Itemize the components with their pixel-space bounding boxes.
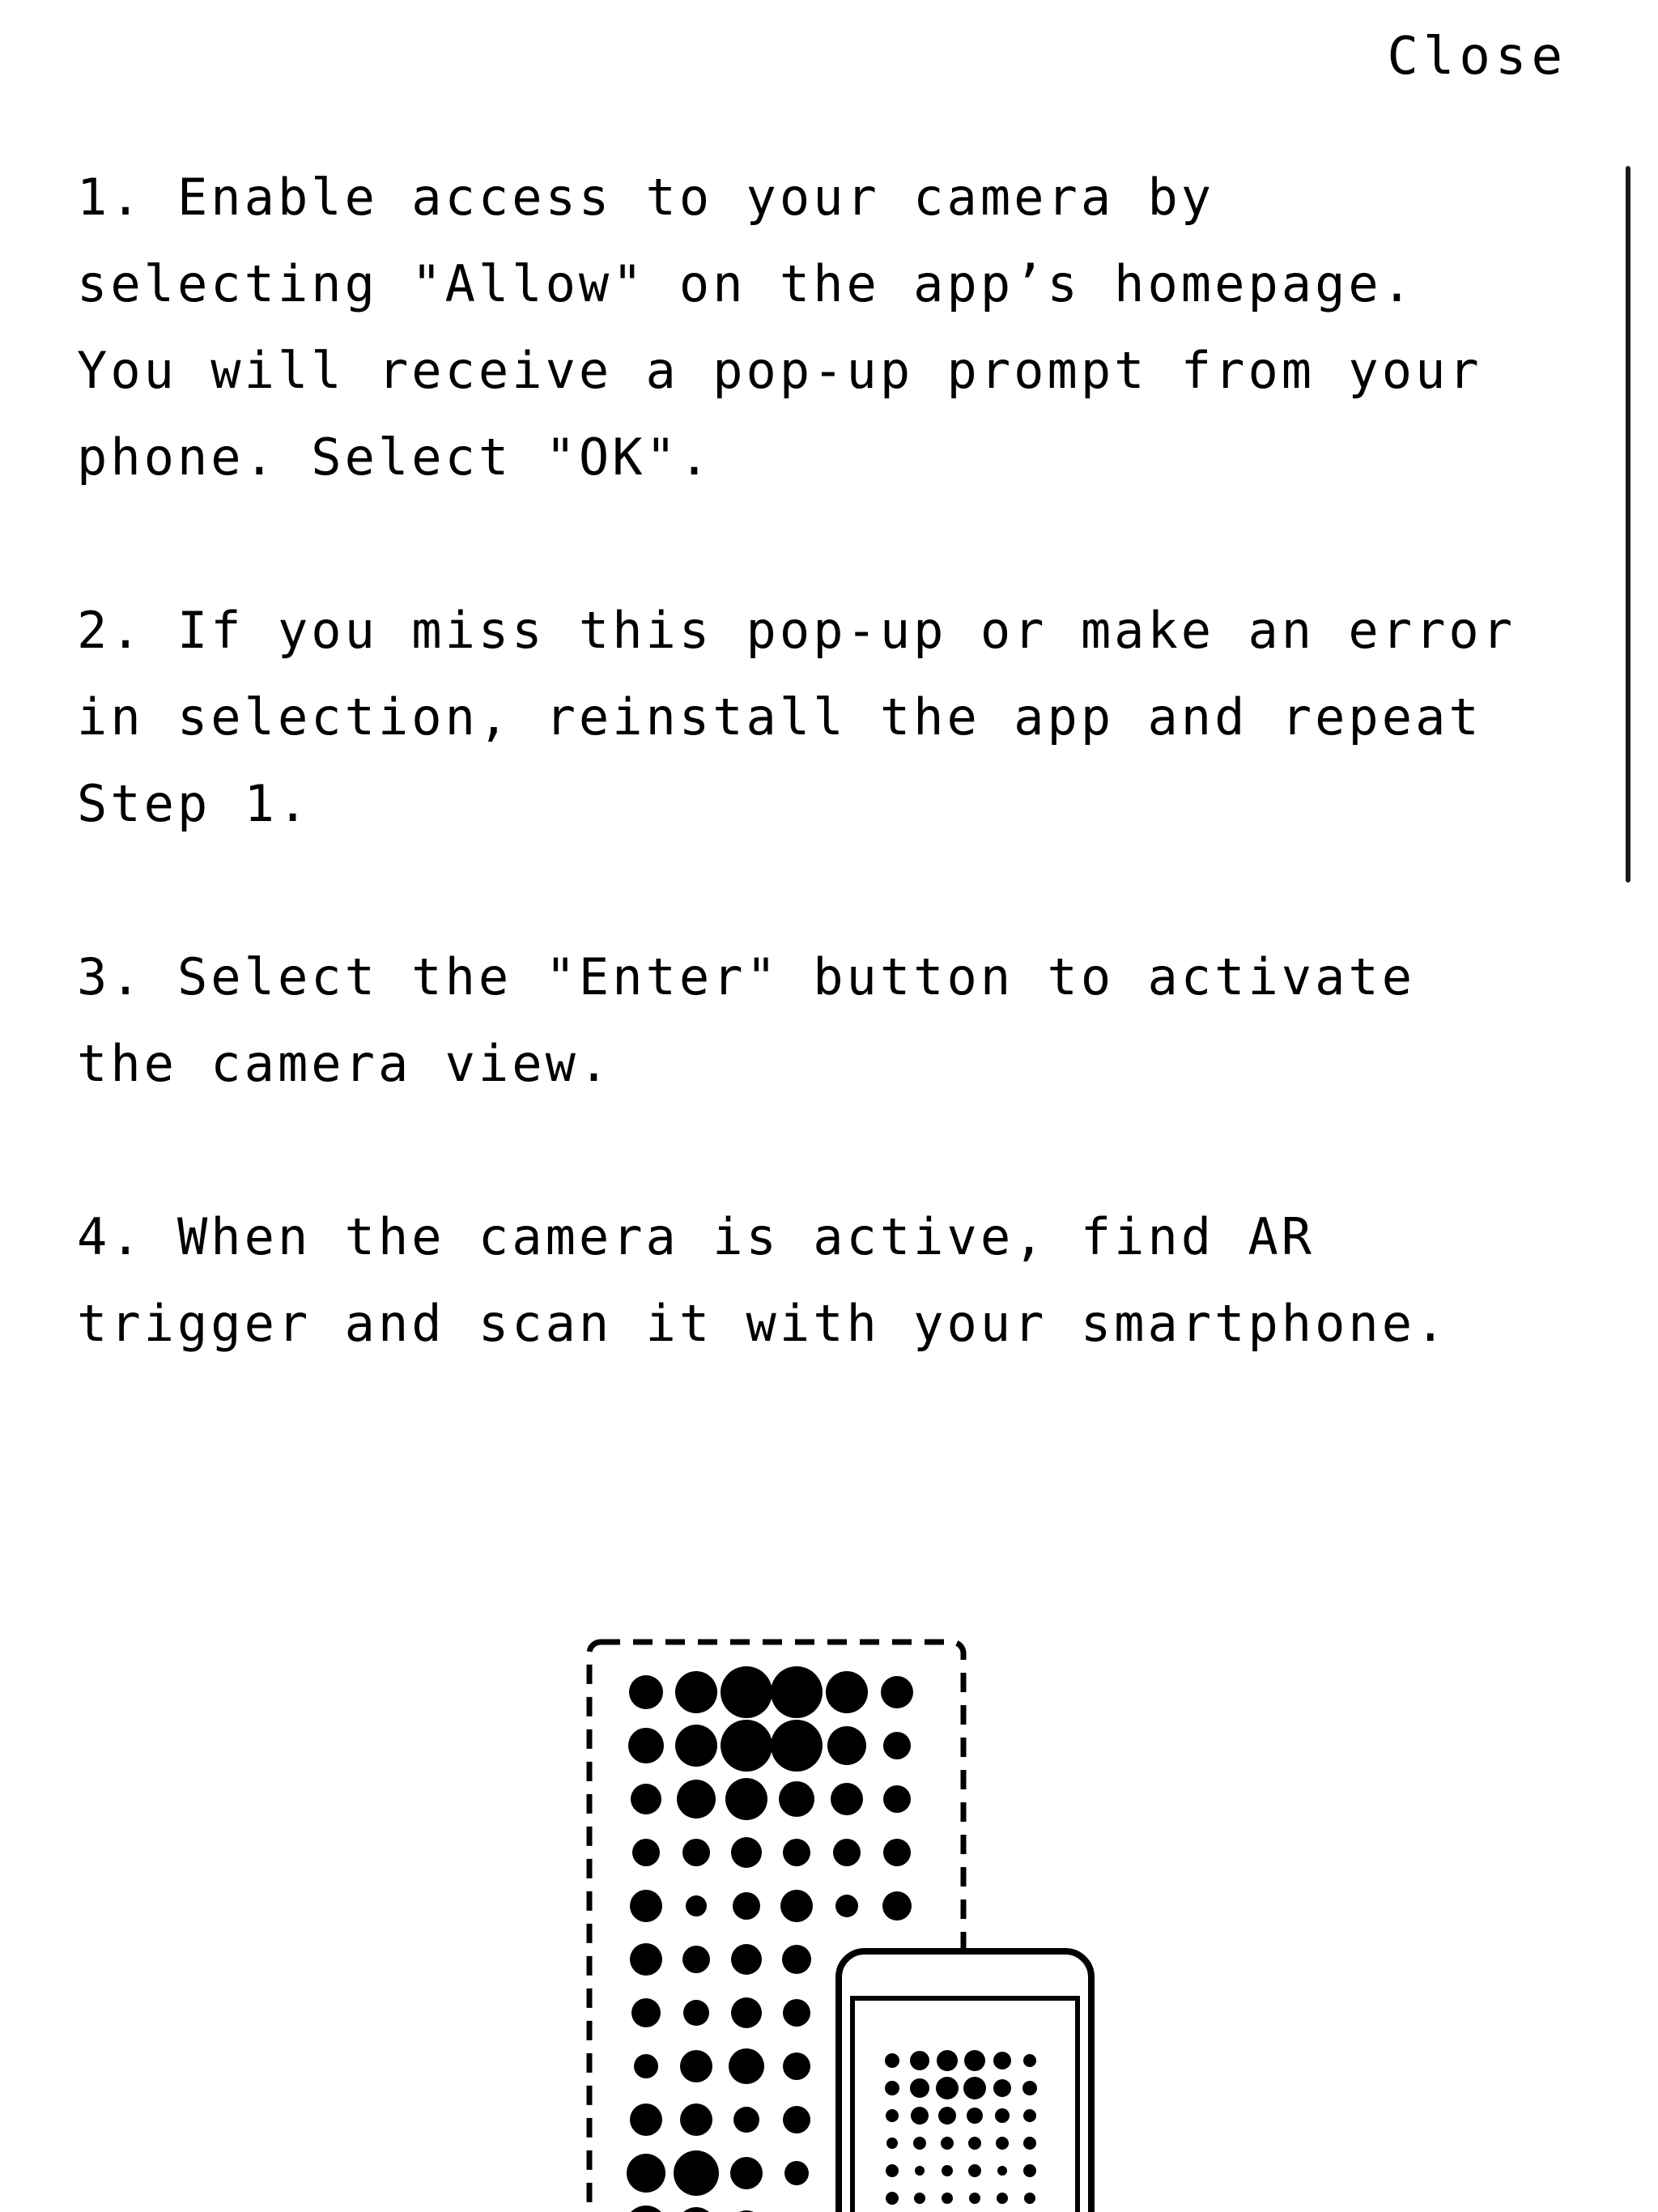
halftone-dot — [731, 1944, 762, 1975]
halftone-dot — [827, 1726, 866, 1765]
halftone-dot — [968, 2164, 981, 2177]
instruction-step-1: 1. Enable access to your camera by selecting "Allow" on the app’s homepage. You will receive a pop-up prompt from your phone. Select "OK". — [77, 168, 1482, 487]
ar-trigger-scan-illustration — [583, 1636, 1101, 2212]
phone-screen — [852, 1998, 1078, 2212]
halftone-dot — [995, 2108, 1010, 2123]
halftone-dot — [997, 2166, 1007, 2176]
halftone-dot — [997, 2193, 1008, 2204]
halftone-dot — [883, 1839, 911, 1866]
halftone-dot — [677, 2207, 716, 2212]
halftone-dot — [731, 1837, 762, 1868]
halftone-dot — [913, 2137, 926, 2150]
halftone-dot — [682, 1946, 710, 1973]
halftone-dot — [779, 1781, 814, 1817]
halftone-dot — [835, 1895, 858, 1917]
halftone-dot — [969, 2193, 980, 2204]
halftone-dot — [885, 2081, 899, 2095]
instructions-content[interactable] — [77, 154, 1615, 1453]
halftone-dot — [682, 1839, 710, 1866]
instruction-step-2: 2. If you miss this pop-up or make an error in selection, reinstall the app and repeat Step 1. — [77, 601, 1516, 833]
halftone-dot — [784, 2161, 809, 2185]
halftone-dot — [731, 1997, 762, 2028]
halftone-dot — [630, 1890, 662, 1922]
halftone-dot — [915, 2166, 925, 2176]
halftone-dot — [1023, 2137, 1036, 2150]
halftone-dot — [627, 2154, 665, 2193]
halftone-dot — [885, 2053, 899, 2068]
halftone-dot — [883, 1785, 911, 1813]
halftone-dot — [996, 2137, 1009, 2150]
halftone-dot — [680, 2050, 712, 2082]
halftone-dot — [721, 1720, 772, 1772]
halftone-dot — [910, 2078, 929, 2098]
halftone-dot — [632, 1839, 660, 1866]
halftone-dot — [625, 2206, 667, 2212]
halftone-dot — [883, 1732, 911, 1759]
halftone-dot — [826, 1671, 868, 1713]
halftone-dot — [941, 2137, 954, 2150]
halftone-dot — [674, 2150, 719, 2196]
halftone-dot — [677, 1780, 716, 1819]
halftone-dot — [629, 1675, 663, 1709]
halftone-dot — [967, 2108, 983, 2124]
halftone-dot — [833, 1839, 861, 1866]
halftone-dot — [1022, 2081, 1037, 2095]
halftone-dot — [993, 2079, 1011, 2097]
halftone-dot — [886, 2192, 899, 2205]
halftone-dot — [937, 2050, 958, 2071]
halftone-dot — [886, 2138, 898, 2149]
halftone-dot — [630, 2104, 662, 2136]
halftone-dot — [910, 2051, 929, 2070]
halftone-dot — [733, 2107, 759, 2133]
halftone-dot — [881, 1676, 913, 1708]
halftone-dot — [783, 1839, 810, 1866]
halftone-dot — [914, 2193, 925, 2204]
halftone-dot — [938, 2107, 956, 2125]
halftone-dot — [733, 1892, 760, 1920]
halftone-dot — [675, 1671, 717, 1713]
instruction-step-3: 3. Select the "Enter" button to activate the camera view. — [77, 947, 1416, 1093]
halftone-dot — [780, 1890, 813, 1922]
halftone-dot — [783, 2052, 810, 2080]
halftone-dot — [683, 2000, 709, 2026]
halftone-dot — [993, 2052, 1011, 2069]
halftone-dot — [1023, 2054, 1036, 2067]
halftone-dot — [942, 2165, 953, 2176]
halftone-dot — [1024, 2193, 1035, 2204]
halftone-dot — [630, 1943, 662, 1976]
halftone-dot — [886, 2164, 899, 2177]
halftone-dot — [680, 2104, 712, 2136]
halftone-dot — [783, 1999, 810, 2027]
halftone-dot — [631, 1998, 661, 2027]
halftone-dot — [725, 1778, 767, 1820]
halftone-dot — [675, 1725, 717, 1767]
halftone-dot — [783, 2106, 810, 2133]
halftone-dot — [730, 2157, 763, 2189]
halftone-dot — [631, 1784, 661, 1814]
halftone-dot — [721, 1666, 772, 1718]
halftone-dot — [771, 1666, 823, 1718]
halftone-dot — [686, 1895, 707, 1916]
halftone-dot — [634, 2054, 658, 2078]
halftone-dot — [963, 2077, 986, 2099]
halftone-dot — [831, 1783, 863, 1815]
halftone-dot — [886, 2109, 899, 2122]
halftone-dot — [729, 2048, 764, 2084]
instruction-step-4: 4. When the camera is active, find AR trigger and scan it with your smartphone. — [77, 1207, 1449, 1353]
halftone-dot — [1023, 2164, 1036, 2177]
halftone-dot — [936, 2077, 959, 2099]
halftone-dot — [968, 2137, 981, 2150]
close-button[interactable]: Close — [1387, 27, 1567, 87]
halftone-dot — [942, 2193, 953, 2204]
halftone-dot — [628, 1728, 664, 1763]
halftone-dot — [882, 1891, 912, 1921]
halftone-dot — [1023, 2109, 1036, 2122]
halftone-dot — [911, 2107, 929, 2125]
halftone-dot — [771, 1720, 823, 1772]
scrollbar[interactable] — [1626, 166, 1630, 883]
halftone-dot — [782, 1945, 811, 1974]
halftone-dot — [964, 2050, 985, 2071]
